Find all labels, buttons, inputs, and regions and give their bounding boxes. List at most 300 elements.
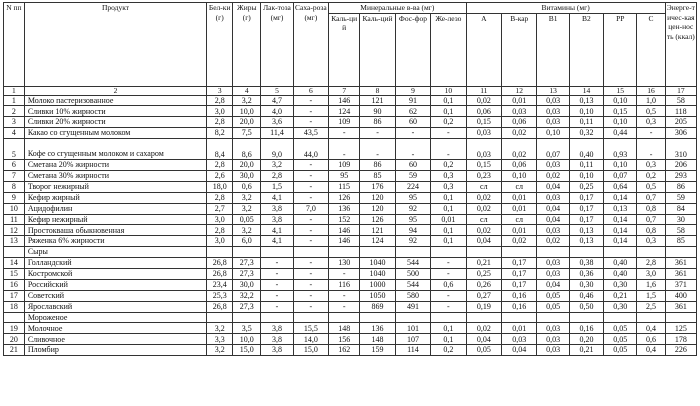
value-cell: 95: [395, 192, 430, 203]
value-cell: 1,0: [637, 95, 665, 106]
column-number-cell: 10: [431, 86, 466, 95]
value-cell: 26,8: [207, 258, 233, 269]
table-row: [4, 279, 697, 290]
value-cell: 8,6: [233, 139, 261, 160]
value-cell: 0,10: [502, 170, 537, 181]
row-number-cell: 5: [4, 139, 25, 160]
table-row: [4, 170, 697, 181]
value-cell: 0,05: [537, 301, 569, 312]
value-cell: 869: [360, 301, 395, 312]
value-cell: 92: [395, 236, 430, 247]
value-cell: 0,1: [431, 192, 466, 203]
value-cell: 0,02: [466, 225, 501, 236]
empty-cell: [360, 312, 395, 323]
table-row: [4, 258, 697, 269]
value-cell: 0,1: [431, 106, 466, 117]
value-cell: 0,40: [569, 139, 603, 160]
row-number-cell: 20: [4, 334, 25, 345]
value-cell: 92: [395, 203, 430, 214]
table-row: [4, 95, 697, 106]
value-cell: 176: [360, 181, 395, 192]
value-cell: -: [293, 106, 328, 117]
value-cell: 0,14: [604, 225, 637, 236]
column-number-cell: 2: [24, 86, 206, 95]
column-number-cell: 1: [4, 86, 25, 95]
header-proteins: Бел-ки (г): [207, 3, 233, 87]
empty-cell: [293, 247, 328, 258]
column-number-cell: 7: [329, 86, 360, 95]
column-number-cell: 14: [569, 86, 603, 95]
header-product: Продукт: [24, 3, 206, 87]
value-cell: 159: [360, 345, 395, 356]
value-cell: сл: [466, 214, 501, 225]
value-cell: 0,15: [604, 106, 637, 117]
product-name-cell: Сметана 30% жирности: [24, 170, 206, 181]
value-cell: 361: [665, 258, 696, 269]
value-cell: 0,01: [431, 214, 466, 225]
table-row: [4, 192, 697, 203]
value-cell: 0,1: [431, 203, 466, 214]
value-cell: 0,01: [502, 323, 537, 334]
table-row: [4, 225, 697, 236]
value-cell: 3,8: [261, 334, 293, 345]
value-cell: 124: [360, 236, 395, 247]
value-cell: 146: [329, 95, 360, 106]
nutrition-table-container: [3, 2, 697, 356]
value-cell: 0,05: [537, 290, 569, 301]
table-row: [4, 236, 697, 247]
value-cell: 0,17: [502, 279, 537, 290]
value-cell: -: [293, 160, 328, 171]
row-number-cell: 2: [4, 106, 25, 117]
value-cell: 11,4: [261, 128, 293, 139]
value-cell: -: [293, 214, 328, 225]
value-cell: 2,7: [207, 203, 233, 214]
table-row: [4, 345, 697, 356]
value-cell: 0,2: [431, 117, 466, 128]
section-number-cell: [4, 312, 25, 323]
value-cell: -: [395, 128, 430, 139]
value-cell: 2,6: [207, 170, 233, 181]
value-cell: 0,03: [502, 334, 537, 345]
empty-cell: [569, 247, 603, 258]
table-row: [4, 214, 697, 225]
value-cell: 30,0: [233, 279, 261, 290]
value-cell: 0,36: [569, 268, 603, 279]
value-cell: 306: [665, 128, 696, 139]
value-cell: 2,8: [207, 160, 233, 171]
value-cell: 0,03: [537, 95, 569, 106]
value-cell: 30: [665, 214, 696, 225]
value-cell: -: [360, 139, 395, 160]
row-number-cell: 15: [4, 268, 25, 279]
value-cell: 0,04: [537, 214, 569, 225]
value-cell: 27,3: [233, 258, 261, 269]
header-calcium-2: Каль-ций: [360, 13, 395, 86]
value-cell: 1,5: [637, 290, 665, 301]
empty-cell: [665, 247, 696, 258]
value-cell: 59: [665, 192, 696, 203]
value-cell: -: [293, 268, 328, 279]
row-number-cell: 1: [4, 95, 25, 106]
value-cell: 0,17: [502, 268, 537, 279]
value-cell: -: [431, 128, 466, 139]
product-name-cell: Российский: [24, 279, 206, 290]
column-number-cell: 17: [665, 86, 696, 95]
value-cell: 206: [665, 160, 696, 171]
value-cell: 0,16: [569, 323, 603, 334]
table-row: [4, 268, 697, 279]
value-cell: -: [431, 258, 466, 269]
value-cell: 0,14: [604, 236, 637, 247]
table-row: [4, 139, 697, 160]
table-row: [4, 323, 697, 334]
value-cell: 118: [665, 106, 696, 117]
value-cell: 120: [360, 203, 395, 214]
table-row: [4, 160, 697, 171]
value-cell: 0,32: [569, 128, 603, 139]
value-cell: 0,06: [466, 106, 501, 117]
value-cell: 4,0: [261, 106, 293, 117]
value-cell: 0,10: [604, 95, 637, 106]
value-cell: 0,10: [569, 106, 603, 117]
value-cell: -: [637, 139, 665, 160]
value-cell: 90: [360, 106, 395, 117]
value-cell: 10,0: [233, 106, 261, 117]
value-cell: 0,15: [466, 117, 501, 128]
header-vitamin-a: A: [466, 13, 501, 86]
value-cell: 114: [395, 345, 430, 356]
value-cell: 0,17: [569, 214, 603, 225]
column-number-row: [4, 86, 697, 95]
value-cell: 0,15: [466, 160, 501, 171]
table-row: [4, 117, 697, 128]
value-cell: -: [329, 290, 360, 301]
value-cell: 2,8: [261, 170, 293, 181]
value-cell: 1040: [360, 258, 395, 269]
value-cell: 1,5: [261, 181, 293, 192]
column-number-cell: 12: [502, 86, 537, 95]
value-cell: 0,04: [537, 279, 569, 290]
value-cell: 101: [395, 323, 430, 334]
value-cell: 9,0: [261, 139, 293, 160]
product-name-cell: Молочное: [24, 323, 206, 334]
value-cell: 0,03: [502, 106, 537, 117]
value-cell: 0,05: [604, 323, 637, 334]
value-cell: 544: [395, 279, 430, 290]
value-cell: 0,4: [637, 345, 665, 356]
empty-cell: [637, 312, 665, 323]
value-cell: 3,2: [233, 225, 261, 236]
value-cell: -: [293, 181, 328, 192]
value-cell: сл: [466, 181, 501, 192]
value-cell: 3,2: [261, 160, 293, 171]
header-vitamin-b2: B2: [569, 13, 603, 86]
value-cell: 0,4: [637, 323, 665, 334]
value-cell: 3,2: [207, 345, 233, 356]
product-name-cell: Голландский: [24, 258, 206, 269]
value-cell: 0,14: [604, 214, 637, 225]
value-cell: -: [329, 268, 360, 279]
column-number-cell: 4: [233, 86, 261, 95]
product-name-cell: Сливки 20% жирности: [24, 117, 206, 128]
value-cell: 107: [395, 334, 430, 345]
value-cell: 0,03: [537, 258, 569, 269]
product-name-cell: Сливочное: [24, 334, 206, 345]
value-cell: 0,38: [569, 258, 603, 269]
table-row: [4, 181, 697, 192]
empty-cell: [329, 312, 360, 323]
header-phosphorus: Фос-фор: [395, 13, 430, 86]
value-cell: 3,0: [207, 106, 233, 117]
header-minerals-group: Минеральные в-ва (мг): [329, 3, 467, 14]
value-cell: 0,04: [466, 236, 501, 247]
value-cell: 0,7: [637, 214, 665, 225]
empty-cell: [261, 247, 293, 258]
milk-products-nutrition-table: [3, 2, 697, 356]
value-cell: 0,01: [502, 225, 537, 236]
value-cell: 361: [665, 268, 696, 279]
value-cell: 0,3: [431, 181, 466, 192]
value-cell: 491: [395, 301, 430, 312]
row-number-cell: 12: [4, 225, 25, 236]
value-cell: -: [293, 192, 328, 203]
value-cell: 95: [395, 214, 430, 225]
value-cell: 0,8: [637, 203, 665, 214]
section-title: Сыры: [24, 247, 206, 258]
value-cell: 0,02: [502, 236, 537, 247]
row-number-cell: 18: [4, 301, 25, 312]
product-name-cell: Костромской: [24, 268, 206, 279]
value-cell: 544: [395, 258, 430, 269]
value-cell: 116: [329, 279, 360, 290]
value-cell: 3,0: [207, 236, 233, 247]
section-number-cell: [4, 247, 25, 258]
column-number-cell: 15: [604, 86, 637, 95]
value-cell: 0,3: [431, 170, 466, 181]
value-cell: 4,1: [261, 236, 293, 247]
empty-cell: [637, 247, 665, 258]
value-cell: 0,5: [637, 106, 665, 117]
product-name-cell: Кефир жирный: [24, 192, 206, 203]
value-cell: 0,11: [569, 117, 603, 128]
row-number-cell: 3: [4, 117, 25, 128]
value-cell: 130: [329, 258, 360, 269]
value-cell: 109: [329, 117, 360, 128]
value-cell: 15,5: [293, 323, 328, 334]
value-cell: 3,5: [233, 323, 261, 334]
value-cell: 0,64: [604, 181, 637, 192]
value-cell: 115: [329, 181, 360, 192]
value-cell: 26,8: [207, 268, 233, 279]
value-cell: 0,14: [604, 192, 637, 203]
value-cell: 0,02: [502, 139, 537, 160]
product-name-cell: Ряженка 6% жирности: [24, 236, 206, 247]
value-cell: 1000: [360, 279, 395, 290]
empty-cell: [207, 312, 233, 323]
value-cell: 95: [329, 170, 360, 181]
value-cell: сл: [502, 181, 537, 192]
value-cell: -: [431, 290, 466, 301]
value-cell: -: [360, 128, 395, 139]
empty-cell: [431, 312, 466, 323]
row-number-cell: 14: [4, 258, 25, 269]
value-cell: 0,13: [569, 225, 603, 236]
value-cell: 0,06: [502, 117, 537, 128]
value-cell: 62: [395, 106, 430, 117]
value-cell: 361: [665, 301, 696, 312]
value-cell: 3,2: [207, 323, 233, 334]
value-cell: -: [261, 268, 293, 279]
value-cell: -: [293, 258, 328, 269]
value-cell: 0,01: [502, 95, 537, 106]
value-cell: 0,30: [604, 279, 637, 290]
value-cell: 0,50: [569, 301, 603, 312]
empty-cell: [604, 312, 637, 323]
value-cell: 0,30: [569, 279, 603, 290]
value-cell: 205: [665, 117, 696, 128]
value-cell: 0,5: [637, 181, 665, 192]
value-cell: 59: [395, 170, 430, 181]
row-number-cell: 4: [4, 128, 25, 139]
value-cell: 0,03: [466, 139, 501, 160]
value-cell: 2,5: [637, 301, 665, 312]
value-cell: 178: [665, 334, 696, 345]
header-vitamins-group: Витамины (мг): [466, 3, 665, 14]
value-cell: -: [329, 301, 360, 312]
value-cell: 0,17: [569, 203, 603, 214]
column-number-cell: 8: [360, 86, 395, 95]
empty-cell: [395, 312, 430, 323]
value-cell: 224: [395, 181, 430, 192]
value-cell: 0,27: [466, 290, 501, 301]
value-cell: 0,1: [431, 236, 466, 247]
value-cell: -: [261, 301, 293, 312]
value-cell: 85: [360, 170, 395, 181]
value-cell: 0,04: [502, 345, 537, 356]
value-cell: 43,5: [293, 128, 328, 139]
value-cell: 0,01: [502, 192, 537, 203]
value-cell: 0,25: [569, 181, 603, 192]
value-cell: 126: [329, 192, 360, 203]
value-cell: 109: [329, 160, 360, 171]
value-cell: 60: [395, 117, 430, 128]
value-cell: 3,6: [261, 117, 293, 128]
value-cell: 86: [665, 181, 696, 192]
product-name-cell: Кофе со сгущенным молоком и сахаром: [24, 139, 206, 160]
value-cell: -: [293, 301, 328, 312]
value-cell: 0,03: [537, 117, 569, 128]
value-cell: 293: [665, 170, 696, 181]
empty-cell: [329, 247, 360, 258]
value-cell: 0,03: [466, 128, 501, 139]
value-cell: 8,4: [207, 139, 233, 160]
value-cell: 0,02: [502, 128, 537, 139]
value-cell: 1,6: [637, 279, 665, 290]
table-body: [4, 86, 697, 356]
value-cell: 0,03: [537, 268, 569, 279]
value-cell: 0,05: [604, 345, 637, 356]
column-number-cell: 16: [637, 86, 665, 95]
value-cell: 30,0: [233, 170, 261, 181]
empty-cell: [569, 312, 603, 323]
value-cell: 44,0: [293, 139, 328, 160]
value-cell: 0,02: [466, 203, 501, 214]
header-iron: Же-лезо: [431, 13, 466, 86]
value-cell: 86: [360, 160, 395, 171]
value-cell: 3,8: [261, 214, 293, 225]
value-cell: 0,13: [604, 203, 637, 214]
table-row: [4, 290, 697, 301]
value-cell: 0,2: [431, 345, 466, 356]
value-cell: 0,21: [604, 290, 637, 301]
value-cell: 400: [665, 290, 696, 301]
value-cell: 58: [665, 95, 696, 106]
value-cell: 0,01: [502, 203, 537, 214]
table-row: [4, 203, 697, 214]
value-cell: 0,03: [537, 106, 569, 117]
value-cell: 3,8: [261, 345, 293, 356]
value-cell: -: [329, 128, 360, 139]
value-cell: 15,0: [293, 345, 328, 356]
value-cell: 0,07: [537, 139, 569, 160]
header-energy: Энерге-тичес-кая цен-ность (ккал): [665, 3, 696, 87]
value-cell: 0,1: [431, 323, 466, 334]
value-cell: 0,03: [537, 225, 569, 236]
header-fats: Жиры (г): [233, 3, 261, 87]
value-cell: 25,3: [207, 290, 233, 301]
row-number-cell: 21: [4, 345, 25, 356]
value-cell: 500: [395, 268, 430, 279]
value-cell: 0,93: [604, 139, 637, 160]
row-number-cell: 10: [4, 203, 25, 214]
row-number-cell: 16: [4, 279, 25, 290]
value-cell: 0,2: [431, 160, 466, 171]
value-cell: 0,04: [537, 203, 569, 214]
value-cell: -: [431, 139, 466, 160]
value-cell: -: [293, 170, 328, 181]
column-number-cell: 11: [466, 86, 501, 95]
value-cell: 8,2: [207, 128, 233, 139]
value-cell: 0,02: [466, 323, 501, 334]
empty-cell: [431, 247, 466, 258]
product-name-cell: Пломбир: [24, 345, 206, 356]
value-cell: сл: [502, 214, 537, 225]
row-number-cell: 17: [4, 290, 25, 301]
value-cell: -: [261, 290, 293, 301]
value-cell: 0,10: [604, 117, 637, 128]
row-number-cell: 7: [4, 170, 25, 181]
product-name-cell: Творог нежирный: [24, 181, 206, 192]
value-cell: -: [293, 279, 328, 290]
value-cell: 0,6: [431, 279, 466, 290]
table-row: [4, 301, 697, 312]
empty-cell: [360, 247, 395, 258]
row-number-cell: 19: [4, 323, 25, 334]
row-number-cell: 9: [4, 192, 25, 203]
value-cell: 2,8: [207, 95, 233, 106]
value-cell: 4,1: [261, 192, 293, 203]
product-name-cell: Кефир нежирный: [24, 214, 206, 225]
value-cell: 0,21: [466, 258, 501, 269]
value-cell: 20,0: [233, 117, 261, 128]
value-cell: -: [293, 290, 328, 301]
empty-cell: [502, 247, 537, 258]
value-cell: 0,6: [637, 334, 665, 345]
value-cell: 0,05: [466, 345, 501, 356]
value-cell: 0,1: [431, 225, 466, 236]
value-cell: 0,21: [569, 345, 603, 356]
